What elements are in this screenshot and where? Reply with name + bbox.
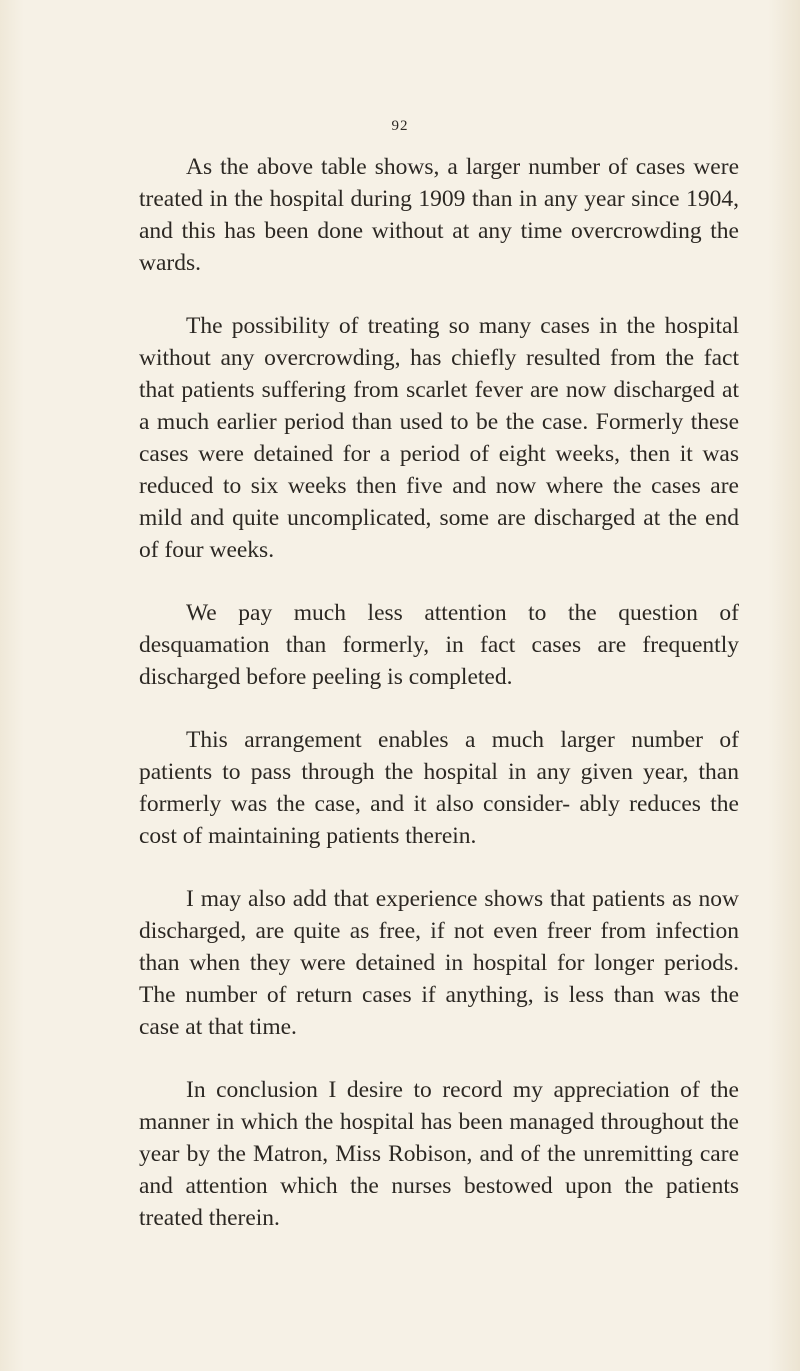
paragraph-5: I may also add that experience shows that patients as now discharged, are quite as free, if not even freer from infection than when they were detained in hospital for longer periods. The number of return cases if anything, is less than was the case at that time. xyxy=(139,886,739,1040)
paragraph-2: The possibility of treating so many cases in the hospital without any overcrowding, has chiefly resulted from the fact that patients suffering from scarlet fever are now discharged at a much earlier period than used to be the case. Formerly these cases were detained for a period of eight weeks, then it was reduced to six weeks then five and now where the cases are mild and quite uncomplicated, some are discharged at the end of four weeks. xyxy=(139,313,739,563)
body-text xyxy=(139,151,739,1234)
page-number: 92 xyxy=(391,118,409,134)
paragraph-6: In conclusion I desire to record my appreciation of the manner in which the hospital has been managed throughout the year by the Matron, Miss Robison, and of the unremitting care and attention which the nurses bestowed upon the patients treated therein. xyxy=(139,1077,739,1231)
paragraph-1: As the above table shows, a larger number of cases were treated in the hospital during 1909 than in any year since 1904, and this has been done without at any time overcrowding the wards. xyxy=(139,154,739,276)
paragraph-3: We pay much less attention to the question of desquamation than formerly, in fact cases are frequently discharged before peeling is completed. xyxy=(139,600,739,690)
paragraph-4: This arrangement enables a much larger number of patients to pass through the hospital in any given year, than formerly was the case, and it also consider- ably reduces the cost of maintaining patients therein. xyxy=(139,727,739,849)
